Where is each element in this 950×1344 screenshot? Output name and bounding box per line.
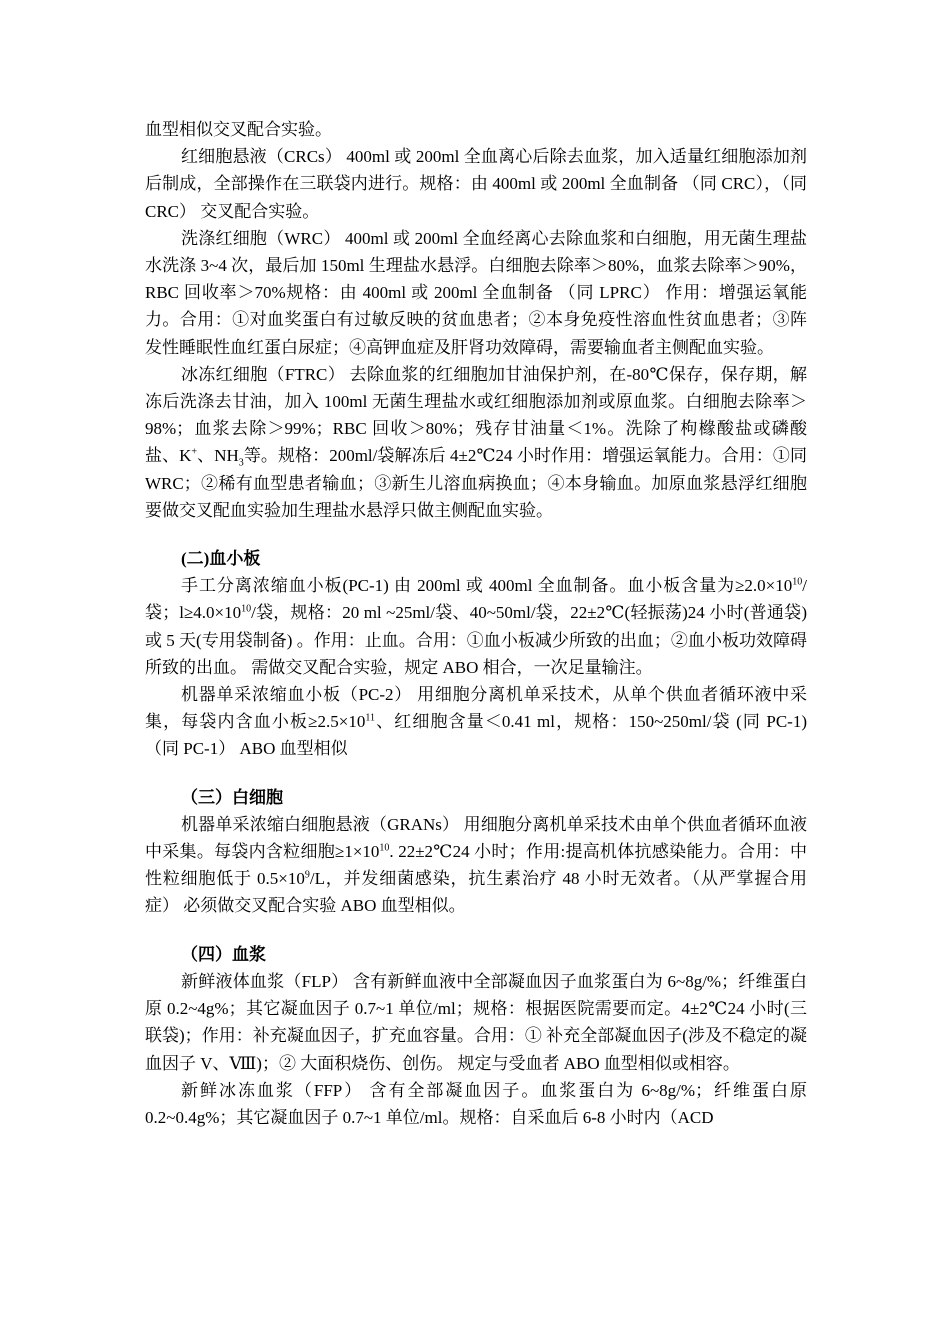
paragraph-ftrc [145, 361, 807, 524]
nh3-sub: 3 [238, 457, 244, 469]
exp-10-a: 10 [792, 576, 803, 588]
paragraph-ffp: 新鲜冰冻血浆（FFP） 含有全部凝血因子。血浆蛋白为 6~8g/%；纤维蛋白原 0.2~0.4g%；其它凝血因子 0.7~1 单位/ml。规格：自采血后 6-8 小时内（ACD [145, 1080, 807, 1127]
exp-9: 9 [304, 869, 310, 881]
k-plus-sup: + [191, 446, 198, 458]
heading-platelets: (二)血小板 [181, 549, 261, 569]
pc2-text-2: 、红细胞含量＜0.41 ml，规格：150~250ml/袋 (同 PC-1) （同 PC-1） ABO 血型相似 [145, 712, 807, 759]
pc1-text-1: 手工分离浓缩血小板(PC-1) 由 200ml 或 400ml 全血制备。血小板含量为≥2.0×10 [181, 576, 793, 596]
paragraph-intro: 血型相似交叉配合实验。 [145, 120, 332, 139]
ftrc-text-3: 等。规格：200ml/袋解冻后 4±2℃24 小时作用：增强运氧能力。合用：①同 WRC；②稀有血型患者输血；③新生儿溶血病换血；④本身输血。加原血浆悬浮红细胞要做交叉配血实验加生理盐水悬浮只做主侧配血实验。 [145, 446, 807, 520]
exp-11: 11 [365, 712, 375, 724]
exp-10-c: 10 [379, 842, 390, 854]
paragraph-crc: 红细胞悬液（CRCs） 400ml 或 200ml 全血离心后除去血浆，加入适量红细胞添加剂后制成，全部操作在三联袋内进行。规格：由 400ml 或 200ml 全血制备 （同 CRC），（同 CRC） 交叉配合实验。 [145, 147, 807, 221]
paragraph-pc2 [145, 681, 807, 763]
gran-text-3: /L，并发细菌感染，抗生素治疗 48 小时无效者。（从严掌握合用症） 必须做交叉配合实验 ABO 血型相似。 [145, 869, 808, 916]
gran-text-2: . 22±2℃24 小时；作用:提高机体抗感染能力。合用：中性粒细胞低于 0.5×10 [145, 842, 807, 889]
pc1-text-2: /袋；l≥4.0×10 [145, 576, 807, 623]
pc1-text-3: /袋，规格：20 ml ~25ml/袋、40~50ml/袋，22±2℃(轻振荡)24 小时(普通袋)或 5 天(专用袋制备) 。作用：止血。合用：①血小板减少所致的出血；②血小板功效障碍所致的出血。 需做交叉配合实验，规定 ABO 相合，一次足量输注。 [145, 603, 807, 677]
document-page [145, 116, 807, 1131]
paragraph-flp: 新鲜液体血浆（FLP） 含有新鲜血液中全部凝血因子血浆蛋白为 6~8g/%；纤维蛋白原 0.2~4g%；其它凝血因子 0.7~1 单位/ml；规格：根据医院需要而定。4±2℃24 小时(三联袋)；作用：补充凝血因子，扩充血容量。合用：① 补充全部凝血因子(涉及不稳定的凝血因子 V、Ⅷ)；② 大面积烧伤、创伤。 规定与受血者 ABO 血型相似或相容。 [145, 971, 807, 1073]
gran-text-1: 机器单采浓缩白细胞悬液（GRANs） 用细胞分离机单采技术由单个供血者循环血液中采集。每袋内含粒细胞≥1×10 [145, 814, 807, 862]
heading-plasma: （四）血浆 [181, 944, 266, 964]
paragraph-wrc: 洗涤红细胞（WRC） 400ml 或 200ml 全血经离心去除血浆和白细胞，用无菌生理盐水洗涤 3~4 次，最后加 150ml 生理盐水悬浮。白细胞去除率＞80%，血浆去除率＞90%，RBC 回收率＞70%规格：由 400ml 或 200ml 全血制备 （同 LPRC） 作用：增强运氧能力。合用：①对血奖蛋白有过敏反映的贫血患者；②本身免疫性溶血性贫血患者；③阵发性睡眠性血红蛋白尿症；④高钾血症及肝肾功效障碍，需要输血者主侧配血实验。 [145, 228, 807, 357]
heading-leukocytes: （三）白细胞 [181, 787, 283, 807]
ftrc-text-2: 、NH [197, 446, 239, 466]
paragraph-grans [145, 811, 807, 920]
pc2-text-1: 机器单采浓缩血小板（PC-2） 用细胞分离机单采技术，从单个供血者循环液中采集，每袋内含血小板≥2.5×10 [145, 685, 807, 732]
paragraph-pc1 [145, 572, 807, 681]
exp-10-b: 10 [241, 603, 252, 615]
ftrc-text-1: 冰冻红细胞（FTRC） 去除血浆的红细胞加甘油保护剂，在-80℃保存，保存期，解冻后洗涤去甘油，加入 100ml 无菌生理盐水或红细胞添加剂或原血浆。白细胞去除率＞98%；血浆去除＞99%；RBC 回收＞80%；残存甘油量＜1%。洗除了枸橼酸盐或磷酸盐、K [145, 364, 807, 466]
